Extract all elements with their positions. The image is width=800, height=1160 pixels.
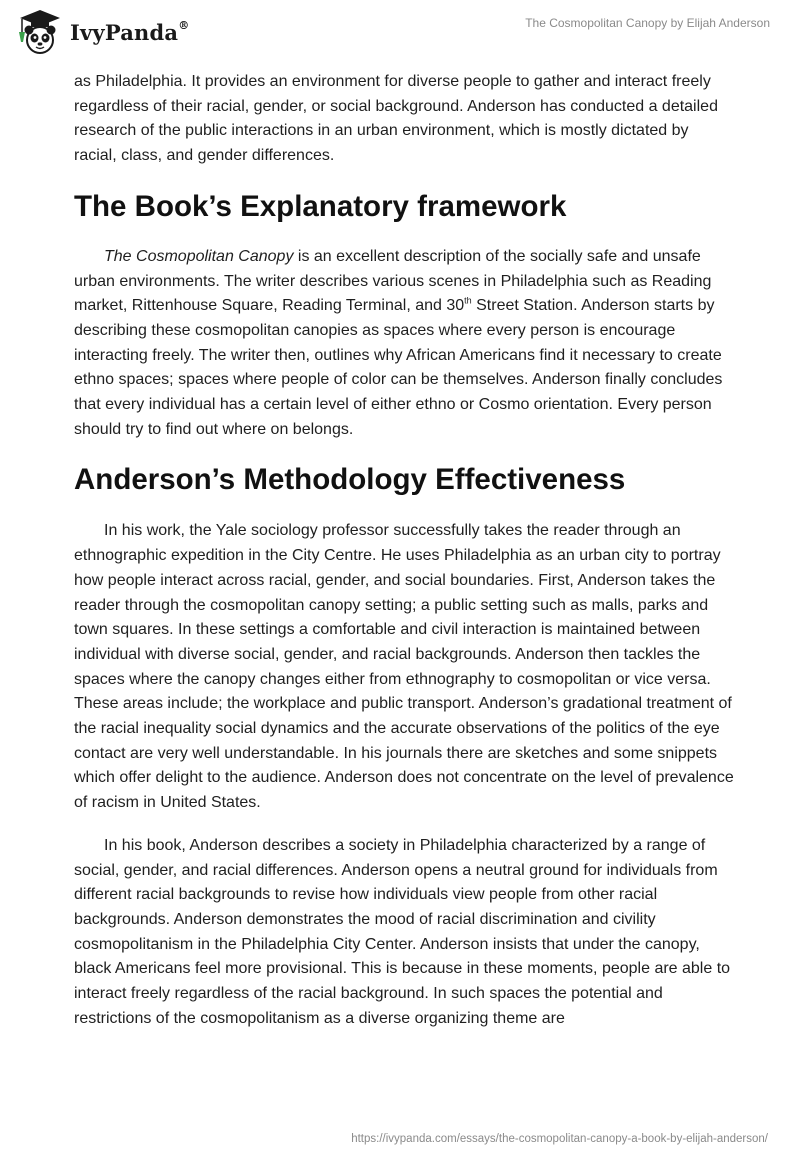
methodology-paragraph-1: In his work, the Yale sociology professor successfully takes the reader through an ethnographic expedition in the City Centre. He uses Philadelphia as an urban city to portray how people interact across racial, gender, and social boundaries. First, Anderson takes the reader through the cosmopolitan canopy setting; a public setting such as malls, parks and town squares. In these settings a comfortable and civil interaction is maintained between individual with diverse social, gender, and racial backgrounds. Anderson then tackles the spaces where the canopy changes either from ethnography to cosmopolitan or vice versa. These areas include; the workplace and public transport. Anderson’s gradational treatment of the racial inequality social dynamics and the accurate observations of the politics of the eye contact are very well understandable. In his journals there are sketches and some snippets which offer delight to the audience. Anderson does not concentrate on the level of prevalence of racism in United States. [74, 522, 734, 812]
logo-wordmark: IvyPanda® [70, 18, 190, 45]
intro-paragraph: as Philadelphia. It provides an environment for diverse people to gather and interact freely regardless of their racial, gender, or social background. Anderson has conducted a detailed research of the public interactions in an urban environment, which is mostly dictated by racial, class, and gender differences. [74, 73, 718, 165]
document-title: The Cosmopolitan Canopy by Elijah Anderson [525, 16, 770, 30]
section-heading-methodology-effectiveness: Anderson’s Methodology Effectiveness [74, 463, 626, 497]
essay-content [74, 70, 734, 1032]
methodology-paragraph-2: In his book, Anderson describes a society in Philadelphia characterized by a range of social, gender, and racial differences. Anderson opens a neutral ground for individuals from different racial backgrounds to revise how individuals view people from other racial backgrounds. Anderson demonstrates the mood of racial discrimination and civility cosmopolitanism in the Philadelphia City Center. Anderson insists that under the canopy, black Americans feel more provisional. This is because in these moments, people are able to interact freely regardless of the racial background. In such spaces the potential and restrictions of the cosmopolitanism as a diverse organizing theme are [74, 836, 731, 1027]
ivypanda-logo[interactable] [14, 8, 189, 56]
source-url-link[interactable]: https://ivypanda.com/essays/the-cosmopolitan-canopy-a-book-by-elijah-anderson/ [351, 1133, 768, 1145]
paragraph-text-part1: is an excellent description of the socially safe and unsafe urban environments. The writer describes various scenes in Philadelphia such as Reading market, Rittenhouse Square, Reading Terminal, and 30 [74, 247, 712, 315]
ordinal-suffix: th [464, 295, 472, 306]
page-header [0, 0, 800, 60]
paragraph-text-part2: Street Station. Anderson starts by describing these cosmopolitan canopies as spaces where every person is encourage interacting freely. The writer then, outlines why African Americans find it necessary to create ethno spaces; spaces where people of color can be themselves. Anderson finally concludes that every individual has a certain level of either ethno or Cosmo orientation. Every person should try to find out where on belongs. [74, 297, 723, 438]
explanatory-framework-paragraph [74, 245, 734, 443]
section-heading-explanatory-framework: The Book’s Explanatory framework [74, 189, 567, 223]
book-title-italic: The Cosmopolitan Canopy [104, 247, 294, 265]
panda-graduate-icon [14, 8, 66, 56]
